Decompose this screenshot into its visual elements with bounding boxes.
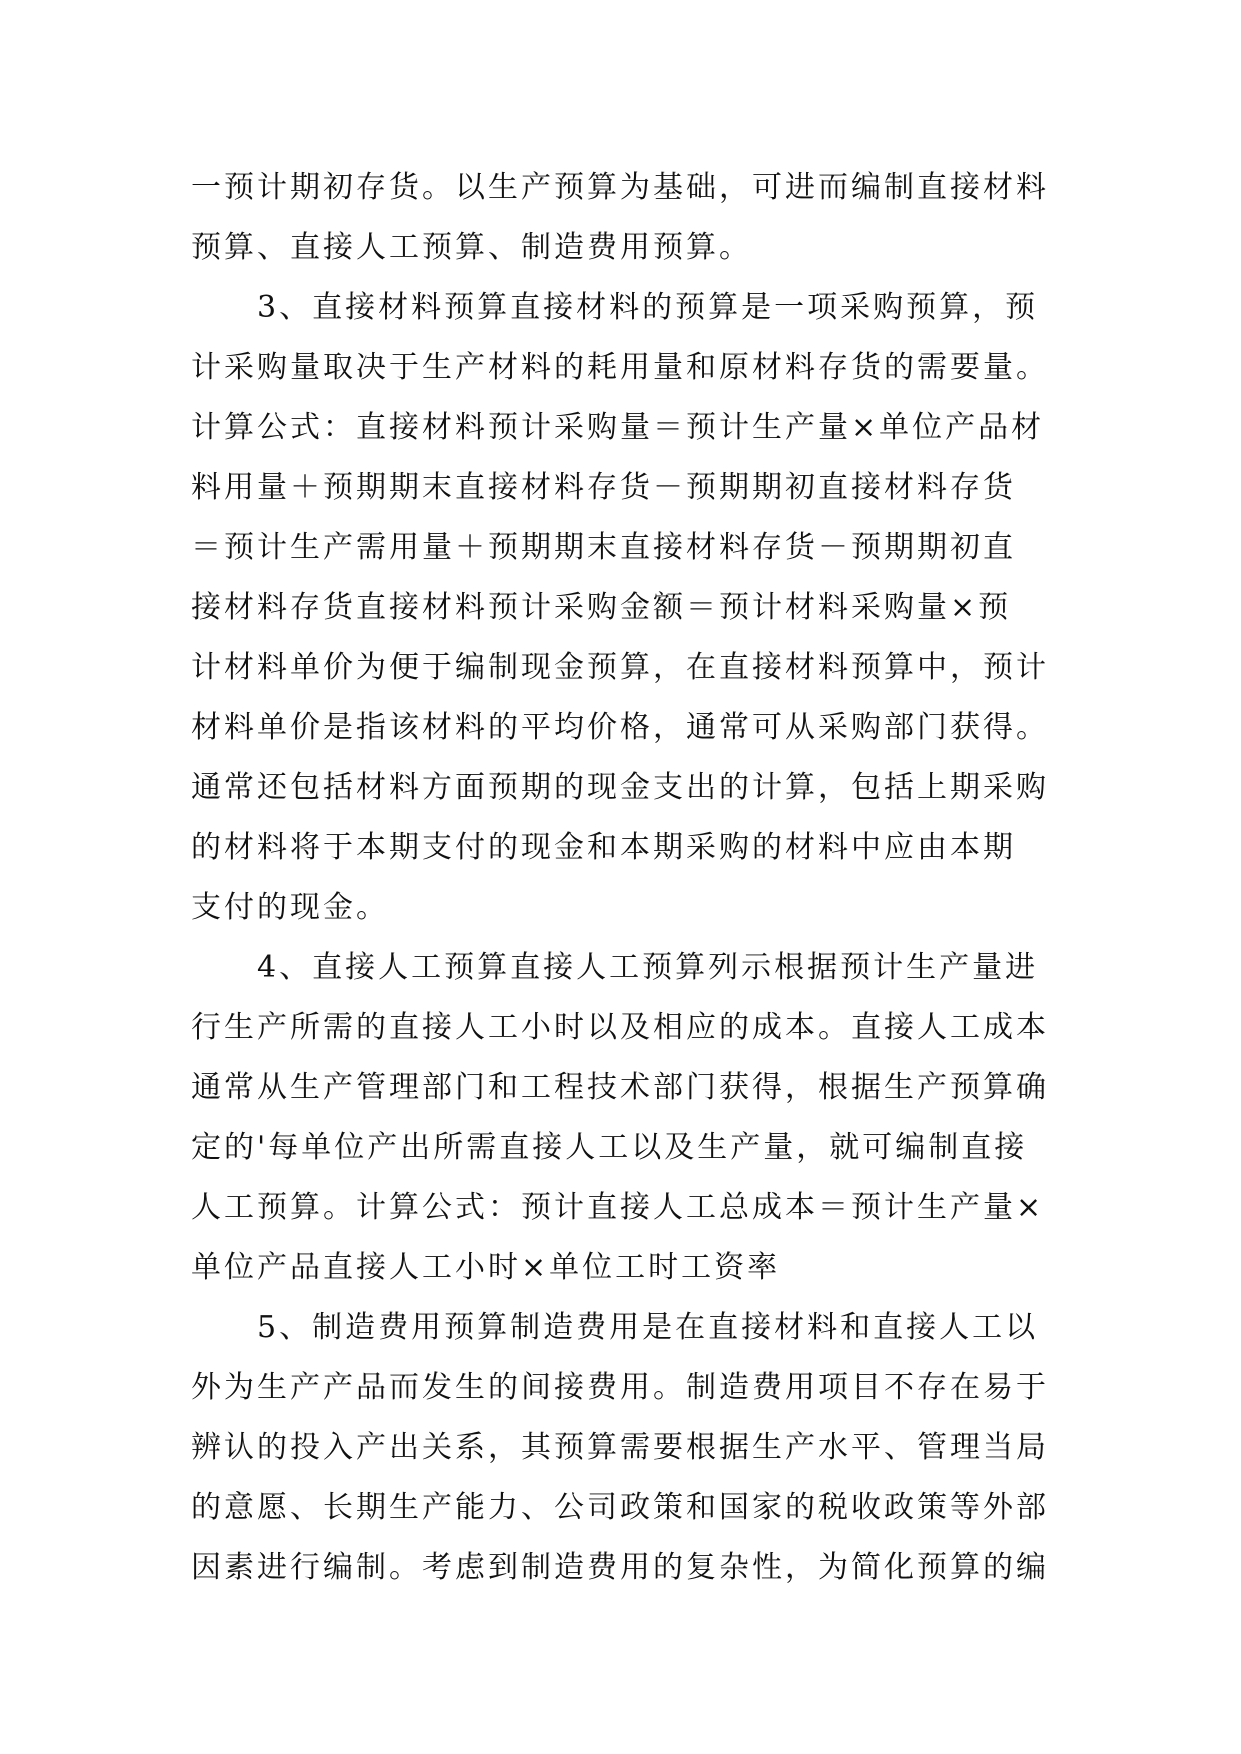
text-line: 材料单价是指该材料的平均价格，通常可从采购部门获得。 [191,710,1049,745]
text-line: ＝预计生产需用量＋预期期末直接材料存货－预期期初直 [191,530,1016,565]
text-line: 预算、直接人工预算、制造费用预算。 [191,230,752,265]
paragraph-5-start: 5、制造费用预算制造费用是在直接材料和直接人工以 [191,1310,1039,1345]
text-line: 一预计期初存货。以生产预算为基础，可进而编制直接材料 [191,170,1049,205]
text-line: 因素进行编制。考虑到制造费用的复杂性，为简化预算的编 [191,1550,1049,1585]
body-text [191,158,1051,1598]
text-line: 行生产所需的直接人工小时以及相应的成本。直接人工成本 [191,1010,1049,1045]
text-line: 外为生产产品而发生的间接费用。制造费用项目不存在易于 [191,1370,1049,1405]
paragraph-4-start: 4、直接人工预算直接人工预算列示根据预计生产量进 [191,950,1039,985]
text-line: 的意愿、长期生产能力、公司政策和国家的税收政策等外部 [191,1490,1049,1525]
text-line: 料用量＋预期期末直接材料存货－预期期初直接材料存货 [191,470,1016,505]
text-line: 辨认的投入产出关系，其预算需要根据生产水平、管理当局 [191,1430,1049,1465]
text-line: 支付的现金。 [191,890,389,925]
text-line: 计采购量取决于生产材料的耗用量和原材料存货的需要量。 [191,350,1049,385]
text-line: 通常从生产管理部门和工程技术部门获得，根据生产预算确 [191,1070,1049,1105]
text-line: 定的'每单位产出所需直接人工以及生产量，就可编制直接 [191,1130,1028,1165]
text-line: 接材料存货直接材料预计采购金额＝预计材料采购量×预 [191,590,1012,625]
text-line: 的材料将于本期支付的现金和本期采购的材料中应由本期 [191,830,1016,865]
paragraph-3-start: 3、直接材料预算直接材料的预算是一项采购预算，预 [191,290,1039,325]
text-line: 通常还包括材料方面预期的现金支出的计算，包括上期采购 [191,770,1049,805]
text-line: 单位产品直接人工小时×单位工时工资率 [191,1250,781,1285]
text-line: 计材料单价为便于编制现金预算，在直接材料预算中，预计 [191,650,1049,685]
text-line: 人工预算。计算公式：预计直接人工总成本＝预计生产量× [191,1190,1045,1225]
text-line: 计算公式：直接材料预计采购量＝预计生产量×单位产品材 [191,410,1045,445]
